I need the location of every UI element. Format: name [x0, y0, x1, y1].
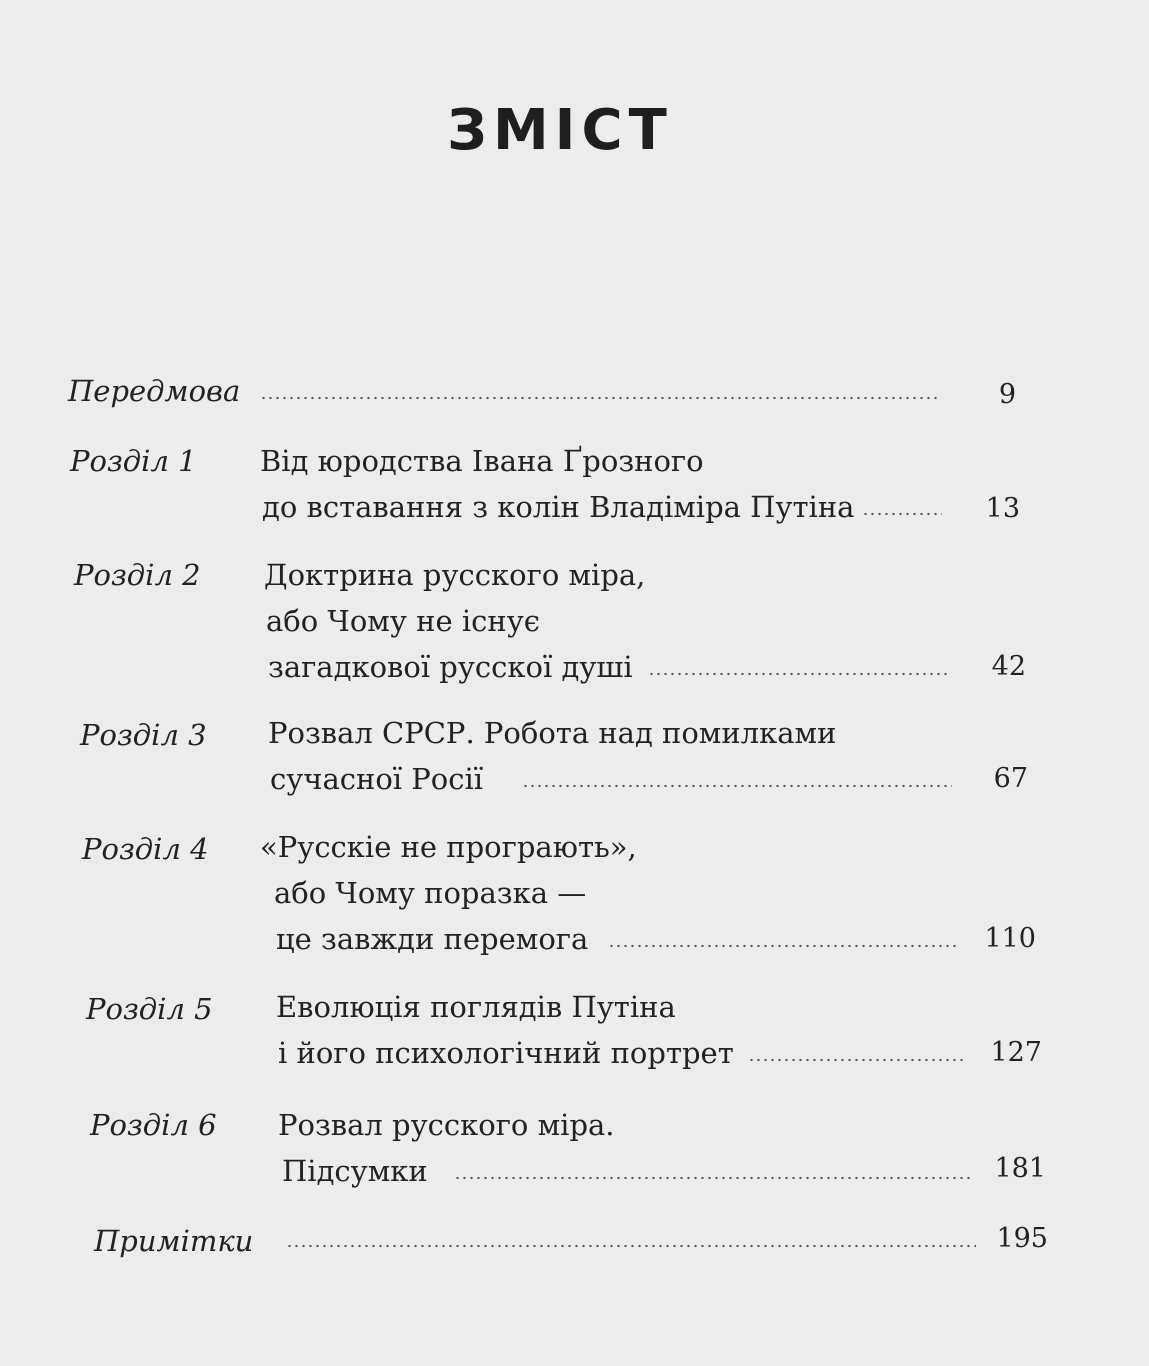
- dot-leader: [260, 368, 940, 414]
- entry-label: Передмова: [68, 374, 241, 408]
- entry-label: Примітки: [94, 1224, 254, 1258]
- chapter-title-line: Розвал СРСР. Робота над помилками: [268, 716, 837, 750]
- dot-leader: [286, 1216, 976, 1262]
- chapter-title-line: або Чому не існує: [266, 604, 540, 638]
- chapter-title-line: Розвал русского міра.: [278, 1108, 615, 1142]
- chapter-title-line: до вставання з колін Владіміра Путіна: [262, 490, 855, 524]
- page-title: ЗМІСТ: [447, 98, 673, 163]
- entry-label: Розділ 4: [82, 832, 209, 866]
- entry-label: Розділ 1: [70, 444, 197, 478]
- page-number: 13: [985, 493, 1020, 524]
- page-number: 9: [998, 379, 1016, 410]
- page-number: 67: [993, 763, 1028, 794]
- dot-leader: [454, 1148, 970, 1194]
- entry-label: Розділ 2: [74, 558, 201, 592]
- entry-label: Розділ 6: [90, 1108, 217, 1142]
- chapter-title-line: і його психологічний портрет: [278, 1036, 734, 1070]
- chapter-title-line: або Чому поразка —: [274, 876, 587, 910]
- chapter-title-line: це завжди перемога: [276, 922, 589, 956]
- dot-leader: [862, 484, 942, 530]
- dot-leader: [608, 916, 958, 962]
- page-number: 42: [991, 651, 1026, 682]
- chapter-title-line: сучасної Росії: [270, 762, 484, 796]
- page-number: 181: [994, 1153, 1046, 1184]
- chapter-title-line: Доктрина русского міра,: [264, 558, 646, 592]
- entry-label: Розділ 5: [86, 992, 213, 1026]
- chapter-title-line: Еволюція поглядів Путіна: [276, 990, 676, 1024]
- dot-leader: [748, 1030, 964, 1076]
- dot-leader: [522, 756, 952, 802]
- page-number: 110: [984, 923, 1036, 954]
- chapter-title-line: «Русскіе не програють»,: [260, 830, 637, 864]
- entry-label: Розділ 3: [80, 718, 207, 752]
- chapter-title-line: загадкової русскої душі: [268, 650, 633, 684]
- page-number: 195: [996, 1223, 1048, 1254]
- dot-leader: [648, 644, 948, 690]
- chapter-title-line: Від юродства Івана Ґрозного: [260, 444, 704, 478]
- chapter-title-line: Підсумки: [282, 1154, 428, 1188]
- page-number: 127: [990, 1037, 1042, 1068]
